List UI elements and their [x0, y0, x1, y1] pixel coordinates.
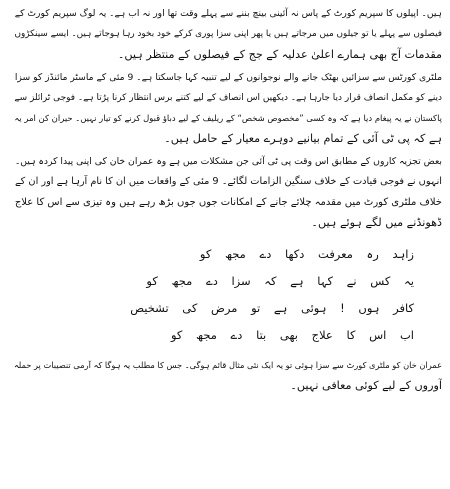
poem-verse: اب اس کا علاج بھی بتا دے مجھ کو — [170, 328, 414, 343]
text-line: دینے کو مکمل انصاف قرار دیا جارہا ہے۔ دیکھیں اس انصاف کے لیے کتنے برس انتظار کرنا پڑتا ہے۔ فوجی ٹرائلز سے — [14, 93, 442, 104]
text-line: آوروں کے لیے کوئی معافی نہیں۔ — [290, 378, 442, 392]
paragraph-military-courts — [6, 68, 442, 149]
paragraph-analysts — [6, 152, 442, 233]
paragraph-appeals — [6, 4, 442, 65]
text-line: بعض تجزیہ کاروں کے مطابق اس وقت پی ٹی آئی جن مشکلات میں ہے وہ عمران خان کی اپنی پیدا کردہ ہیں۔ — [14, 156, 442, 168]
text-line: ڈھونڈنے میں لگے ہوئے ہیں۔ — [311, 215, 442, 229]
text-line: پاکستان نے یہ پیغام دیا ہے کہ وہ کسی ”مخصوص شخص“ کے ریلیف کے لیے دباؤ قبول کرنے کو تیار نہیں۔ حیران کن امر یہ — [14, 113, 442, 124]
text-line: ہے کہ پی ٹی آئی کے تمام بیانیے دوہرے معیار کے حامل ہیں۔ — [164, 131, 442, 145]
text-line: انہوں نے فوجی قیادت کے خلاف سنگین الزامات لگائے۔ 9 مئی کے واقعات میں ان کا نام آرہا ہے اور ان کے — [14, 176, 442, 188]
text-line: خلاف ملٹری کورٹ میں مقدمہ چلائے جانے کے امکانات جوں جوں بڑھ رہے ہیں وہ تیزی سے اس کا علاج — [14, 196, 442, 208]
text-line: ملٹری کورٹس سے سزائیں بھٹک جانے والے نوجوانوں کے لیے تنبیہ کہا جاسکتا ہے۔ 9 مئی کے ماسٹر مائنڈز کو سزا — [14, 71, 442, 83]
text-line: فیصلوں سے پہلے یا تو جیلوں میں مرجاتے ہیں یا پھر اپنی سزا پوری کرکے خود بخود رہا ہوجاتے ہیں۔ ایسے سینکڑوں — [14, 29, 442, 40]
poem-verse: یہ کس نے کہا ہے کہ سزا دے مجھ کو — [146, 274, 414, 289]
poem-verse: کافر ہوں ! ہوئی ہے تو مرض کی تشخیص — [130, 301, 414, 316]
poem-verse: زاہد رہ معرفت دکھا دے مجھ کو — [199, 247, 414, 262]
poem-quatrain — [6, 241, 442, 349]
text-line: مقدمات آج بھی ہمارے اعلیٰ عدلیہ کے جج کے فیصلوں کے منتظر ہیں۔ — [117, 47, 442, 61]
text-line: ہیں۔ اپیلوں کا سپریم کورٹ کے پاس نہ آئینی بینچ بننے سے پہلے وقت تھا اور نہ اب ہے۔ یہ لوگ سپریم کورٹ کے — [14, 8, 442, 19]
paragraph-closing — [6, 355, 442, 396]
text-line: عمران خان کو ملٹری کورٹ سے سزا ہوئی تو یہ ایک نئی مثال قائم ہوگی۔ جس کا مطلب یہ ہوگا کہ آرمی تنصیبات پر حملہ — [13, 360, 442, 371]
